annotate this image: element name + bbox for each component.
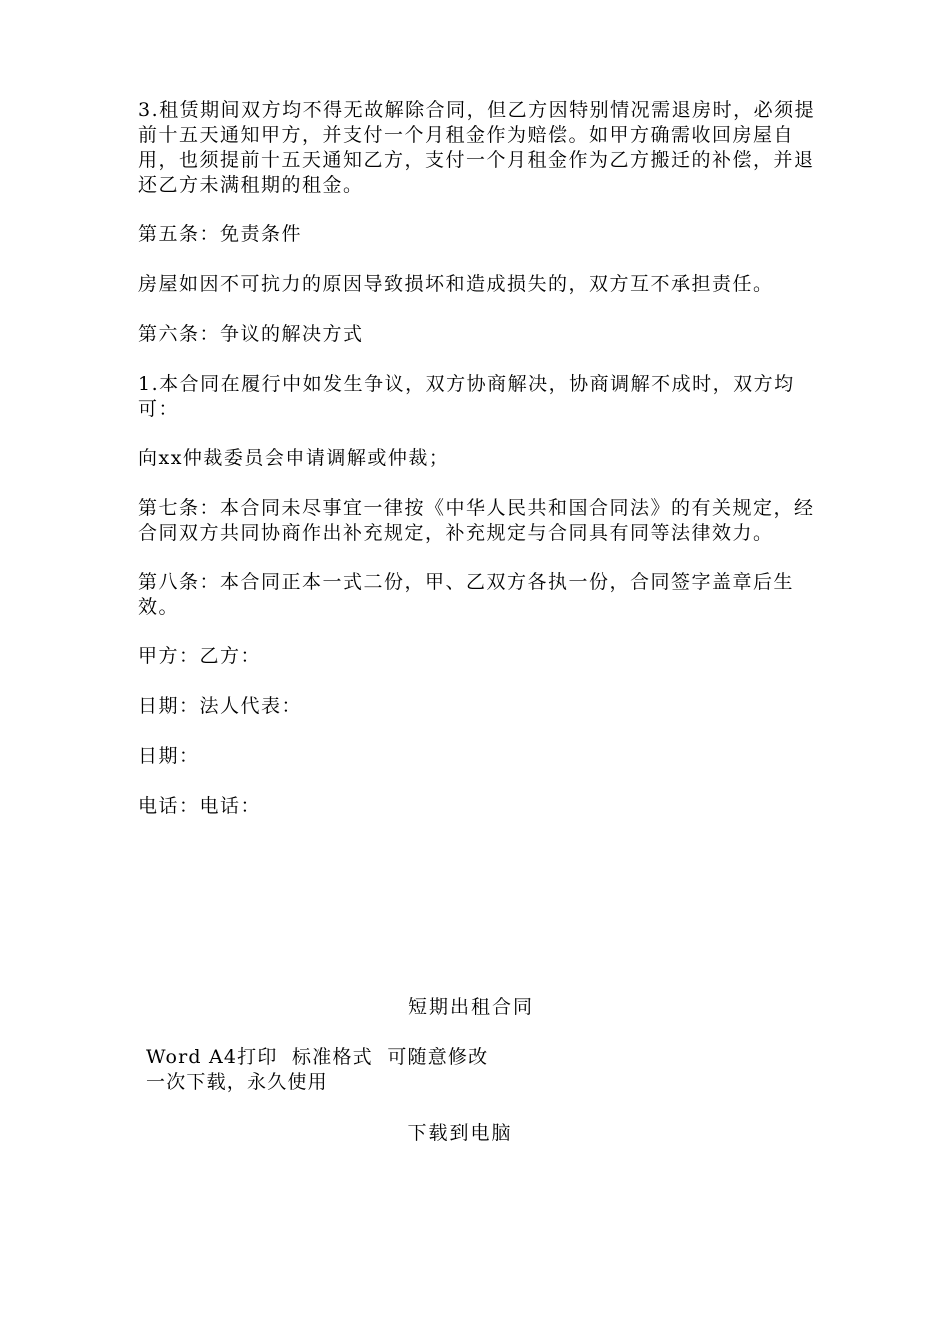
- paragraph-dispute: 1.本合同在履行中如发生争议，双方协商解决，协商调解不成时，双方均可：: [138, 373, 795, 420]
- paragraph-termination: 3.租赁期间双方均不得无故解除合同，但乙方因特别情况需退房时，必须提前十五天通知甲方，并支付一个月租金作为赔偿。如甲方确需收回房屋自用，也须提前十五天通知乙方，支付一个月租金作为乙方搬迁的补偿，并退还乙方未满租期的租金。: [138, 99, 816, 196]
- signature-date-representative: 日期：法人代表：: [138, 695, 303, 717]
- signature-date: 日期：: [138, 745, 200, 767]
- promo-title: 短期出租合同: [407, 996, 534, 1018]
- paragraph-article-8: 第八条：本合同正本一式二份，甲、乙双方各执一份，合同签字盖章后生效。: [138, 571, 795, 618]
- contract-body: [138, 98, 818, 844]
- signature-parties: 甲方：乙方：: [138, 645, 262, 667]
- download-link[interactable]: 下载到电脑: [407, 1122, 513, 1144]
- paragraph-article-7: 第七条：本合同未尽事宜一律按《中华人民共和国合同法》的有关规定，经合同双方共同协商作出补充规定，补充规定与合同具有同等法律效力。: [138, 497, 815, 544]
- paragraph-force-majeure: 房屋如因不可抗力的原因导致损坏和造成损失的，双方互不承担责任。: [138, 273, 774, 295]
- promo-description: [146, 1045, 666, 1095]
- promo-features: Word A4打印 标准格式 可随意修改: [146, 1046, 489, 1068]
- paragraph-arbitration: 向xx仲裁委员会申请调解或仲裁；: [138, 447, 450, 469]
- heading-article-5: 第五条：免责条件: [138, 223, 303, 245]
- promo-usage: 一次下载，永久使用: [146, 1071, 328, 1093]
- heading-article-6: 第六条：争议的解决方式: [138, 323, 364, 345]
- signature-phone: 电话：电话：: [138, 795, 262, 817]
